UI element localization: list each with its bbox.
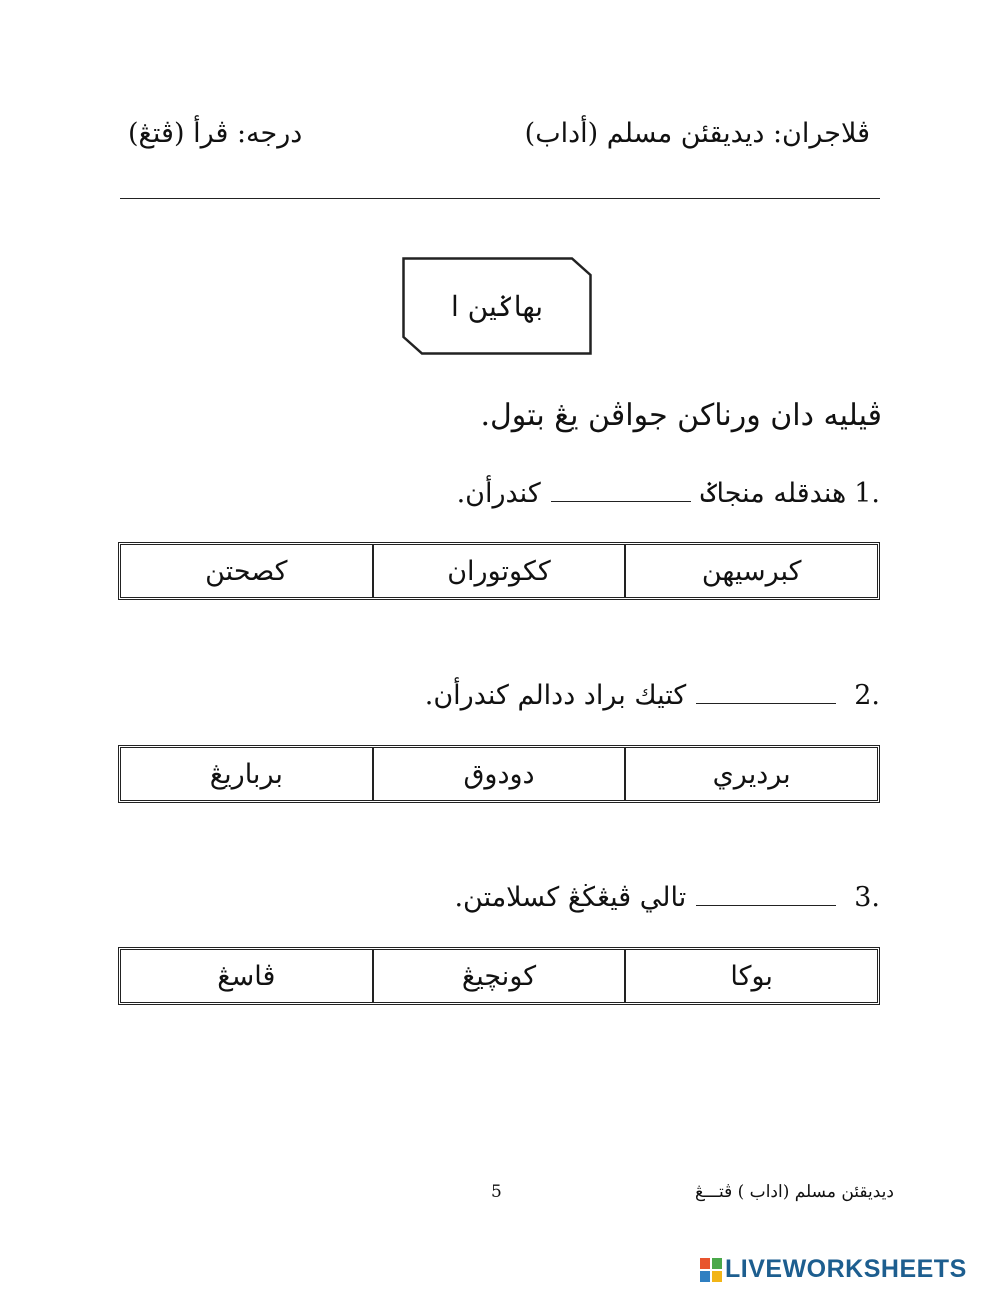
option-cell[interactable]: برديري — [624, 748, 877, 800]
answer-blank[interactable] — [696, 681, 836, 704]
answer-blank[interactable] — [551, 479, 691, 502]
option-cell[interactable]: دودوق — [372, 748, 625, 800]
grade-label: درجه: ڤرأ (ڤتڠ) — [128, 118, 303, 149]
option-cell[interactable]: کونچيڠ — [372, 950, 625, 1002]
option-cell[interactable]: بوکا — [624, 950, 877, 1002]
page-number: 5 — [491, 1182, 502, 1202]
option-cell[interactable]: کصحتن — [205, 555, 288, 587]
option-cell[interactable]: برباريڠ — [209, 758, 283, 790]
question-number: 2. — [854, 680, 880, 711]
question-2 — [425, 680, 880, 711]
question-number: 1. — [854, 478, 880, 509]
options-table-2 — [118, 745, 880, 803]
liveworksheets-logo[interactable] — [700, 1255, 967, 1284]
question-text-after: کندرأن. — [456, 478, 541, 509]
option-cell[interactable]: ڤاسڠ — [217, 960, 276, 992]
footer-title: ديديقئن مسلم (اداب ) ڤتـــڠ — [695, 1182, 894, 1202]
question-text-after: کتيك براد ددالم کندرأن. — [424, 680, 687, 711]
question-text-before: هندقله منجاݢ — [700, 478, 847, 509]
options-table-1 — [118, 542, 880, 600]
instruction-text: ڤيليه دان ورناکن جواڤن يڠ بتول. — [480, 398, 882, 433]
question-number: 3. — [854, 882, 880, 913]
question-3 — [454, 882, 880, 913]
liveworksheets-icon — [700, 1258, 722, 1282]
question-1 — [457, 478, 880, 509]
section-title: بهاݢين ا — [450, 289, 544, 323]
option-cell[interactable]: ککوتوران — [372, 545, 625, 597]
option-cell[interactable]: کبرسيهن — [624, 545, 877, 597]
brand-name: LIVEWORKSHEETS — [725, 1255, 967, 1283]
answer-blank[interactable] — [696, 883, 836, 906]
options-table-3 — [118, 947, 880, 1005]
header-divider — [120, 198, 880, 199]
subject-label: ڤلاجران: ديديقئن مسلم (أداب) — [524, 118, 870, 149]
section-badge — [402, 257, 592, 355]
question-text-after: تالي ڤيڠڬڠ کسلامتن. — [454, 882, 687, 913]
